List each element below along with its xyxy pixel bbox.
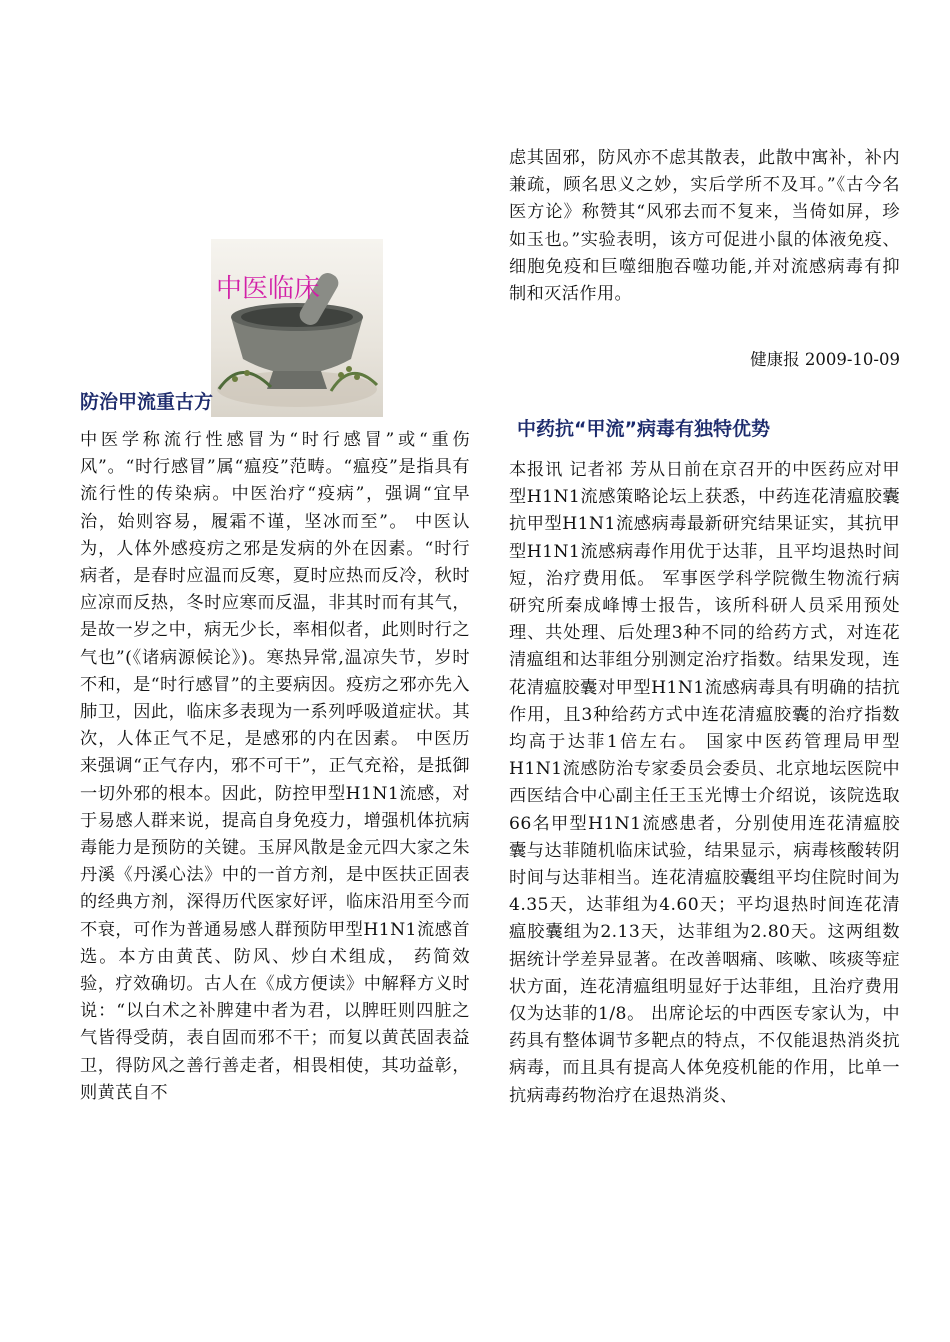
article1-source: 健康报 2009-10-09: [750, 350, 900, 369]
article1-continuation: 虑其固邪，防风亦不虑其散表，此散中寓补，补内兼疏，顾名思义之妙，实后学所不及耳。”《古今名医方论》称赞其“风邪去而不复来，当倚如屏，珍如玉也。”实验表明，该方可促进小鼠的体液免疫、细胞免疫和巨噬细胞吞噬功能,并对流感病毒有抑制和灭活作用。: [509, 148, 900, 305]
article1-body: 中医学称流行性感冒为“时行感冒”或“重伤风”。“时行感冒”属“瘟疫”范畴。“瘟疫”是指具有流行性的传染病。中医治疗“疫病”，强调“宜早治，始则容易，履霜不谨，坚冰而至”。 中医认为，人体外感疫疠之邪是发病的外在因素。“时行病者，是春时应温而反寒，夏时应热而反冷，秋时应凉而反热，冬时应寒而反温，非其时而有其气，是故一岁之中，病无少长，率相似者，此则时行之气也”(《诸病源候论》)。寒热异常,温凉失节，岁时不和，是“时行感冒”的主要病因。疫疠之邪亦先入肺卫，因此，临床多表现为一系列呼吸道症状。其次，人体正气不足，是感邪的内在因素。 中医历来强调“正气存内，邪不可干”，正气充裕，是抵御一切外邪的根本。因此，防控甲型H1N1流感，对于易感人群来说，提高自身免疫力，增强机体抗病毒能力是预防的关键。玉屏风散是金元四大家之朱丹溪《丹溪心法》中的一首方剂，是中医扶正固表的经典方剂，深得历代医家好评，临床沿用至今而不衰，可作为普通易感人群预防甲型H1N1流感首选。本方由黄芪、防风、炒白术组成， 药简效验，疗效确切。古人在《成方便读》中解释方义时说：“以白术之补脾建中者为君，以脾旺则四脏之气皆得受荫，表自固而邪不干；而复以黄芪固表益卫，得防风之善行善走者，相畏相使，其功益彰，则黄芪自不: [80, 430, 470, 1103]
article1-title: 防治甲流重古方: [80, 391, 214, 413]
tcm-emblem-image: [211, 239, 383, 417]
emblem-label: 中医临床: [216, 274, 321, 304]
mortar-pestle-icon: [211, 239, 383, 417]
article2-title: 中药抗“甲流”病毒有独特优势: [517, 418, 770, 440]
article2-body: 本报讯 记者祁 芳从日前在京召开的中医药应对甲型H1N1流感策略论坛上获悉，中药连花清瘟胶囊抗甲型H1N1流感病毒最新研究结果证实，其抗甲型H1N1流感病毒作用优于达菲，且平均退热时间短，治疗费用低。 军事医学科学院微生物流行病研究所秦成峰博士报告，该所科研人员采用预处理、共处理、后处理3种不同的给药方式，对连花清瘟组和达菲组分别测定治疗指数。结果发现，连花清瘟胶囊对甲型H1N1流感病毒具有明确的拮抗作用，且3种给药方式中连花清瘟胶囊的治疗指数均高于达菲1倍左右。 国家中医药管理局甲型H1N1流感防治专家委员会委员、北京地坛医院中西医结合中心副主任王玉光博士介绍说，该院选取66名甲型H1N1流感患者，分别使用连花清瘟胶囊与达菲随机临床试验，结果显示，病毒核酸转阴时间与达菲相当。连花清瘟胶囊组平均住院时间为4.35天，达菲组为4.60天；平均退热时间连花清瘟胶囊组为2.13天，达菲组为2.80天。这两组数据统计学差异显著。在改善咽痛、咳嗽、咳痰等症状方面，连花清瘟组明显好于达菲组，且治疗费用仅为达菲的1/8。 出席论坛的中西医专家认为，中药具有整体调节多靶点的特点，不仅能退热消炎抗病毒，而且具有提高人体免疫机能的作用，比单一抗病毒药物治疗在退热消炎、: [509, 460, 900, 1106]
